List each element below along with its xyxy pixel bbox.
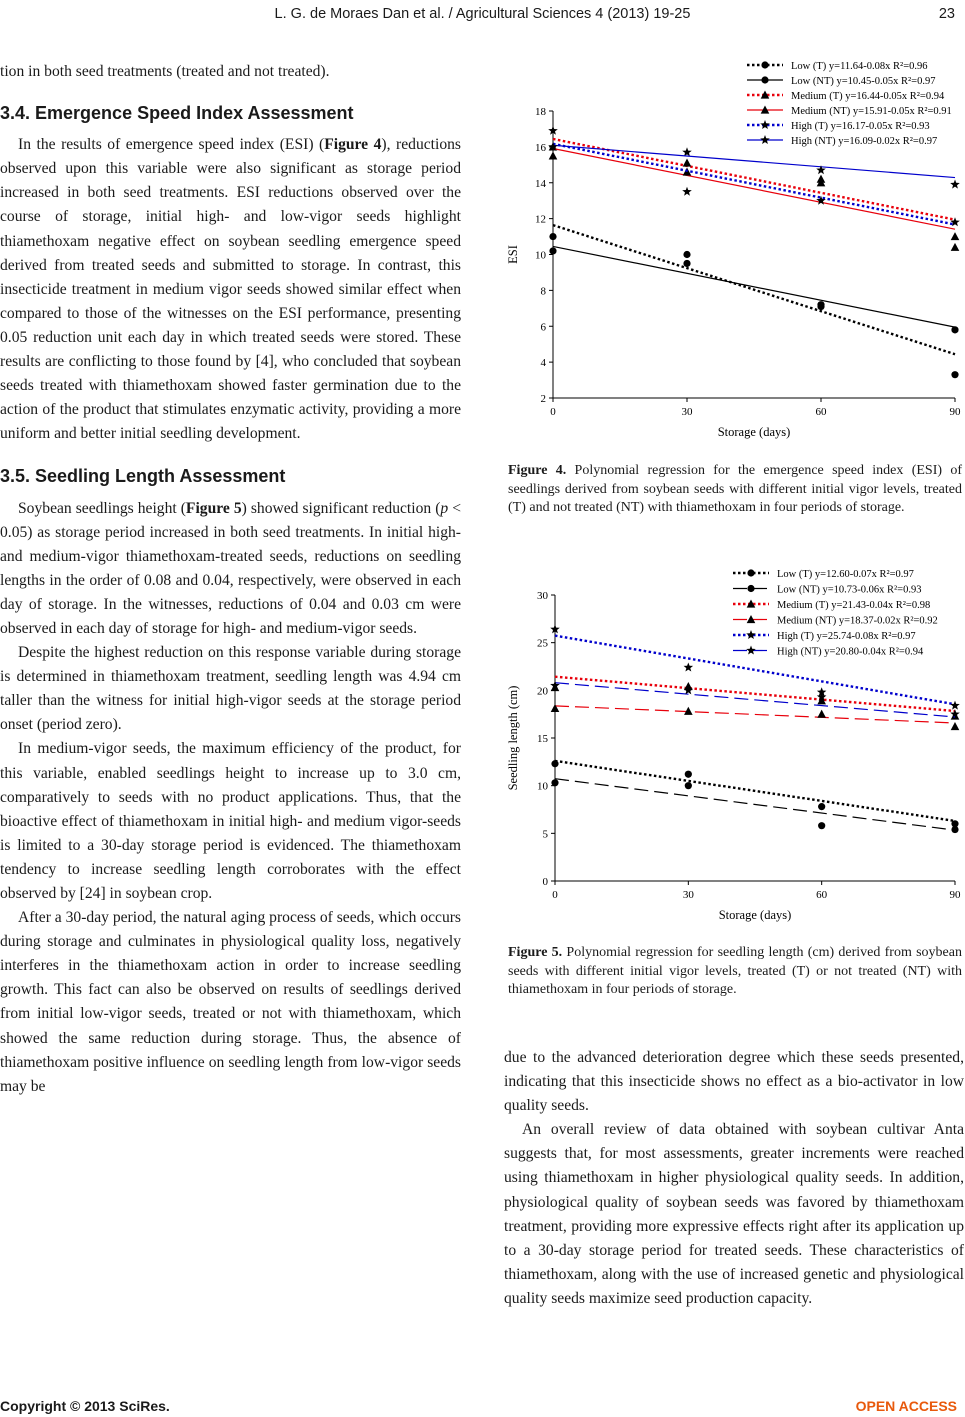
fig5-y-tick-label: 30: [537, 590, 548, 602]
fig5-data-point: [950, 701, 960, 710]
fig4-x-tick-label: 60: [815, 406, 827, 418]
fig5-x-tick-label: 0: [552, 889, 558, 901]
figure-4-ref[interactable]: Figure 4: [324, 136, 382, 154]
fig5-data-point: [951, 722, 960, 730]
fig4-legend-marker: [761, 61, 768, 68]
fig4-fit-line-2: [553, 139, 955, 220]
right-column-text: [504, 1046, 964, 1311]
fig4-y-axis-label: ESI: [506, 245, 520, 264]
fig5-data-point: [685, 771, 692, 778]
fig5-y-tick-label: 0: [542, 876, 548, 888]
fig5-y-tick-label: 15: [537, 733, 548, 745]
fig4-data-point: [951, 243, 960, 251]
fig4-data-point: [549, 247, 556, 254]
fig5-data-point: [684, 707, 693, 715]
left-column: [0, 60, 461, 1099]
fig4-x-axis-label: Storage (days): [717, 425, 791, 439]
figure-5-chart: [505, 560, 965, 935]
fig5-legend-label: High (NT) y=20.80-0.04x R²=0.94: [777, 646, 924, 658]
fig5-data-point: [551, 779, 558, 786]
fig4-data-point: [549, 233, 556, 240]
fig4-data-point: [951, 232, 960, 240]
fig4-y-tick-label: 16: [535, 141, 546, 154]
fig5-data-point: [951, 826, 958, 833]
fig5-series-1: [551, 779, 958, 833]
fig4-fit-line-0: [553, 225, 955, 354]
fig4-fit-line-1: [553, 246, 955, 327]
open-access-badge: OPEN ACCESS: [855, 1398, 957, 1414]
fig5-legend-marker: [747, 569, 754, 576]
fig5-y-tick-label: 10: [537, 780, 548, 793]
running-header: [0, 6, 965, 22]
fig4-data-point: [951, 371, 958, 378]
fig4-data-point: [817, 175, 826, 183]
fig4-data-point: [683, 251, 690, 258]
fig5-data-point: [685, 782, 692, 789]
fig4-series-3: [549, 148, 960, 250]
fig5-fit-line-3: [555, 706, 955, 723]
paragraph-esi: In the results of emergence speed index (ESI) (Figure 4), reductions observed upon this variable were also significant as storage period increased in both seed treatments. ESI reductions observed over the course of storage, initial high- and low-vigor seeds highlight thiamethoxam negative effect on soybean seedling emergence speed derived from treated seeds and submitted to storage. In contrast, this insecticide treatment in medium vigor seeds showed similar effect when compared to those of the witnesses on the ESI performance, presenting 0.05 reduction unit each day in which treated seeds were stored. These results are conflicting to those found by [4], who concluded that soybean seeds treated with thiamethoxam showed faster germination due to the action of the product that stimulates enzymatic activity, providing a more uniform and better initial seedling development.: [0, 136, 461, 443]
copyright: Copyright © 2013 SciRes.: [0, 1398, 170, 1414]
figure-4-caption: Figure 4. Polynomial regression for the emergence speed index (ESI) of seedlings derived from soybean seeds with different initial vigor levels, treated (T) and not treated (NT) with thiamethoxam in four periods of storage.: [508, 463, 963, 516]
fig5-y-axis-label: Seedling length (cm): [506, 685, 520, 791]
fig5-x-tick-label: 30: [682, 889, 694, 901]
fig4-legend-label: Medium (NT) y=15.91-0.05x R²=0.91: [791, 106, 952, 117]
paragraph-medium-vigor: In medium-vigor seeds, the maximum efficiency of the product, for this variable, enabled seedlings height to increase up to 3.0 cm, comparatively to seeds with no product applications. Thus, that the bioactive effect of thiamethoxam in initial high- and medium vigor-seeds is limited to a 30-day storage period is evidenced. The thiamethoxam tendency to increase seedling length corroborates with the effect observed by [24] in soybean crop.: [0, 740, 461, 902]
fig4-fit-line-5: [553, 145, 955, 177]
fig4-y-tick-label: 18: [535, 106, 546, 118]
paragraph-length: Soybean seedlings height (Figure 5) showed significant reduction (p < 0.05) as storage period increased in both seed treatments. In initial high- and medium-vigor thiamethoxam-treated seeds, reductions on seedling lengths in the order of 0.08 and 0.04, respectively, were observed in each day of storage. In the witnesses, reductions of 0.04 and 0.03 cm were observed in each day of storage for high- and medium-vigor seeds.: [0, 499, 461, 637]
fig5-x-tick-label: 90: [949, 889, 961, 901]
fig5-x-tick-label: 60: [816, 889, 828, 901]
fig5-legend-marker: [746, 630, 756, 639]
fig4-legend-marker: [761, 76, 768, 83]
fig5-legend-marker: [746, 646, 756, 655]
fig5-fit-line-2: [555, 677, 955, 711]
fig4-legend-marker: [760, 135, 770, 144]
fig5-y-tick-label: 5: [542, 828, 548, 841]
paragraph-continuation: due to the advanced deterioration degree which these seeds presented, indicating that this insecticide shows no effect as a bio-activator in low quality seeds.: [504, 1049, 964, 1115]
fig4-series-2: [549, 139, 960, 240]
fig4-legend-label: High (T) y=16.17-0.05x R²=0.93: [791, 121, 930, 132]
fig5-data-point: [551, 704, 560, 712]
fig5-series-0: [551, 760, 958, 827]
fig4-y-tick-label: 12: [535, 213, 546, 226]
fig5-fit-line-0: [555, 761, 955, 821]
figure-5-ref[interactable]: Figure 5: [185, 499, 242, 517]
fig4-series-5: [548, 142, 960, 196]
fig4-legend-label: Low (NT) y=10.45-0.05x R²=0.97: [791, 76, 936, 87]
fig4-y-tick-label: 8: [540, 285, 546, 298]
fig5-y-tick-label: 25: [537, 637, 548, 650]
fig4-fit-line-3: [553, 148, 955, 229]
fig4-data-point: [682, 187, 692, 196]
fig5-fit-line-5: [555, 683, 955, 717]
fig4-data-point: [951, 326, 958, 333]
fig4-legend-label: Medium (T) y=16.44-0.05x R²=0.94: [791, 91, 945, 102]
fig5-legend-label: High (T) y=25.74-0.08x R²=0.97: [777, 631, 916, 642]
fig5-data-point: [817, 710, 826, 718]
fig4-data-point: [950, 180, 960, 189]
fig5-legend-label: Low (NT) y=10.73-0.06x R²=0.93: [777, 584, 922, 596]
fig5-series-5: [550, 681, 960, 717]
fig4-y-tick-label: 2: [540, 393, 546, 405]
fig5-legend: [733, 569, 938, 658]
running-title: L. G. de Moraes Dan et al. / Agricultural Sciences 4 (2013) 19-25: [274, 6, 691, 22]
page-number: 23: [938, 6, 955, 22]
fig4-y-tick-label: 14: [535, 177, 546, 190]
paragraph-high-vigor: Despite the highest reduction on this response variable during storage is determined in thiamethoxam treatment, seedling length was 4.94 cm taller than the witness for initial high-vigor seeds at the storage period onset (period zero).: [0, 644, 461, 734]
fig5-legend-label: Medium (T) y=21.43-0.04x R²=0.98: [777, 600, 931, 611]
fig5-legend-marker: [747, 585, 754, 592]
fig4-data-point: [817, 303, 824, 310]
fig4-legend: [747, 61, 952, 147]
fig5-fit-line-1: [555, 779, 955, 830]
fig4-data-point: [683, 260, 690, 267]
fig4-y-tick-label: 10: [535, 249, 546, 262]
figure-5-caption: Figure 5. Polynomial regression for seedling length (cm) derived from soybean seeds with different initial vigor levels, treated (T) or not treated (NT) with thiamethoxam in four periods of storage.: [508, 945, 962, 998]
fig4-data-point: [682, 147, 692, 156]
fig4-legend-marker: [760, 120, 770, 129]
fig5-series-3: [551, 704, 960, 730]
fig4-y-tick-label: 4: [540, 357, 546, 370]
fig5-data-point: [684, 663, 694, 672]
fig4-x-tick-label: 0: [550, 406, 556, 418]
fig4-fit-line-4: [553, 144, 955, 225]
paragraph-aging: After a 30-day period, the natural aging process of seeds, which occurs during storage and culminates in physiological quality loss, negatively interferes in the thiamethoxam action in order to increase seedling growth. This fact can also be observed on results of seedlings derived from initial low-vigor seeds, treated or not with thiamethoxam, which showed the same reduction during storage. Thus, the absence of thiamethoxam positive influence on seedling length from low-vigor seeds may be: [0, 909, 461, 1095]
fig4-data-point: [683, 159, 692, 167]
fig5-legend-label: Low (T) y=12.60-0.07x R²=0.97: [777, 569, 914, 580]
fig5-data-point: [818, 822, 825, 829]
fig5-x-axis-label: Storage (days): [718, 908, 792, 922]
fig5-data-point: [551, 760, 558, 767]
fig4-x-tick-label: 90: [949, 406, 961, 418]
fig5-legend-label: Medium (NT) y=18.37-0.02x R²=0.92: [777, 615, 938, 627]
fig4-series-0: [549, 225, 958, 378]
figure-4-chart: [505, 55, 965, 455]
paragraph-overall-review: An overall review of data obtained with soybean cultivar Anta suggests that, for most assessments, greater increments were reached using thiamethoxam in higher physiological quality seeds. In addition, physiological quality of soybean seeds was favored by thiamethoxam treatment, providing more expressive effects right after its application up to a 30-day storage period for treated seeds. These characteristics of thiamethoxam, along with the use of increased genetic and physiological quality seeds maximize seed production capacity.: [504, 1121, 964, 1307]
fig5-series-2: [551, 677, 960, 720]
fig4-legend-label: High (NT) y=16.09-0.02x R²=0.97: [791, 136, 938, 147]
fig5-data-point: [818, 803, 825, 810]
section-heading-length: 3.5. Seedling Length Assessment: [0, 466, 286, 487]
fig4-data-point: [549, 151, 558, 159]
section-heading-esi: 3.4. Emergence Speed Index Assessment: [0, 103, 354, 124]
fig5-y-tick-label: 20: [537, 685, 548, 698]
fig4-x-tick-label: 30: [681, 406, 693, 418]
fig4-legend-label: Low (T) y=11.64-0.08x R²=0.96: [791, 61, 928, 72]
paragraph-carryover: tion in both seed treatments (treated and not treated).: [0, 63, 330, 80]
fig4-y-tick-label: 6: [540, 321, 546, 334]
